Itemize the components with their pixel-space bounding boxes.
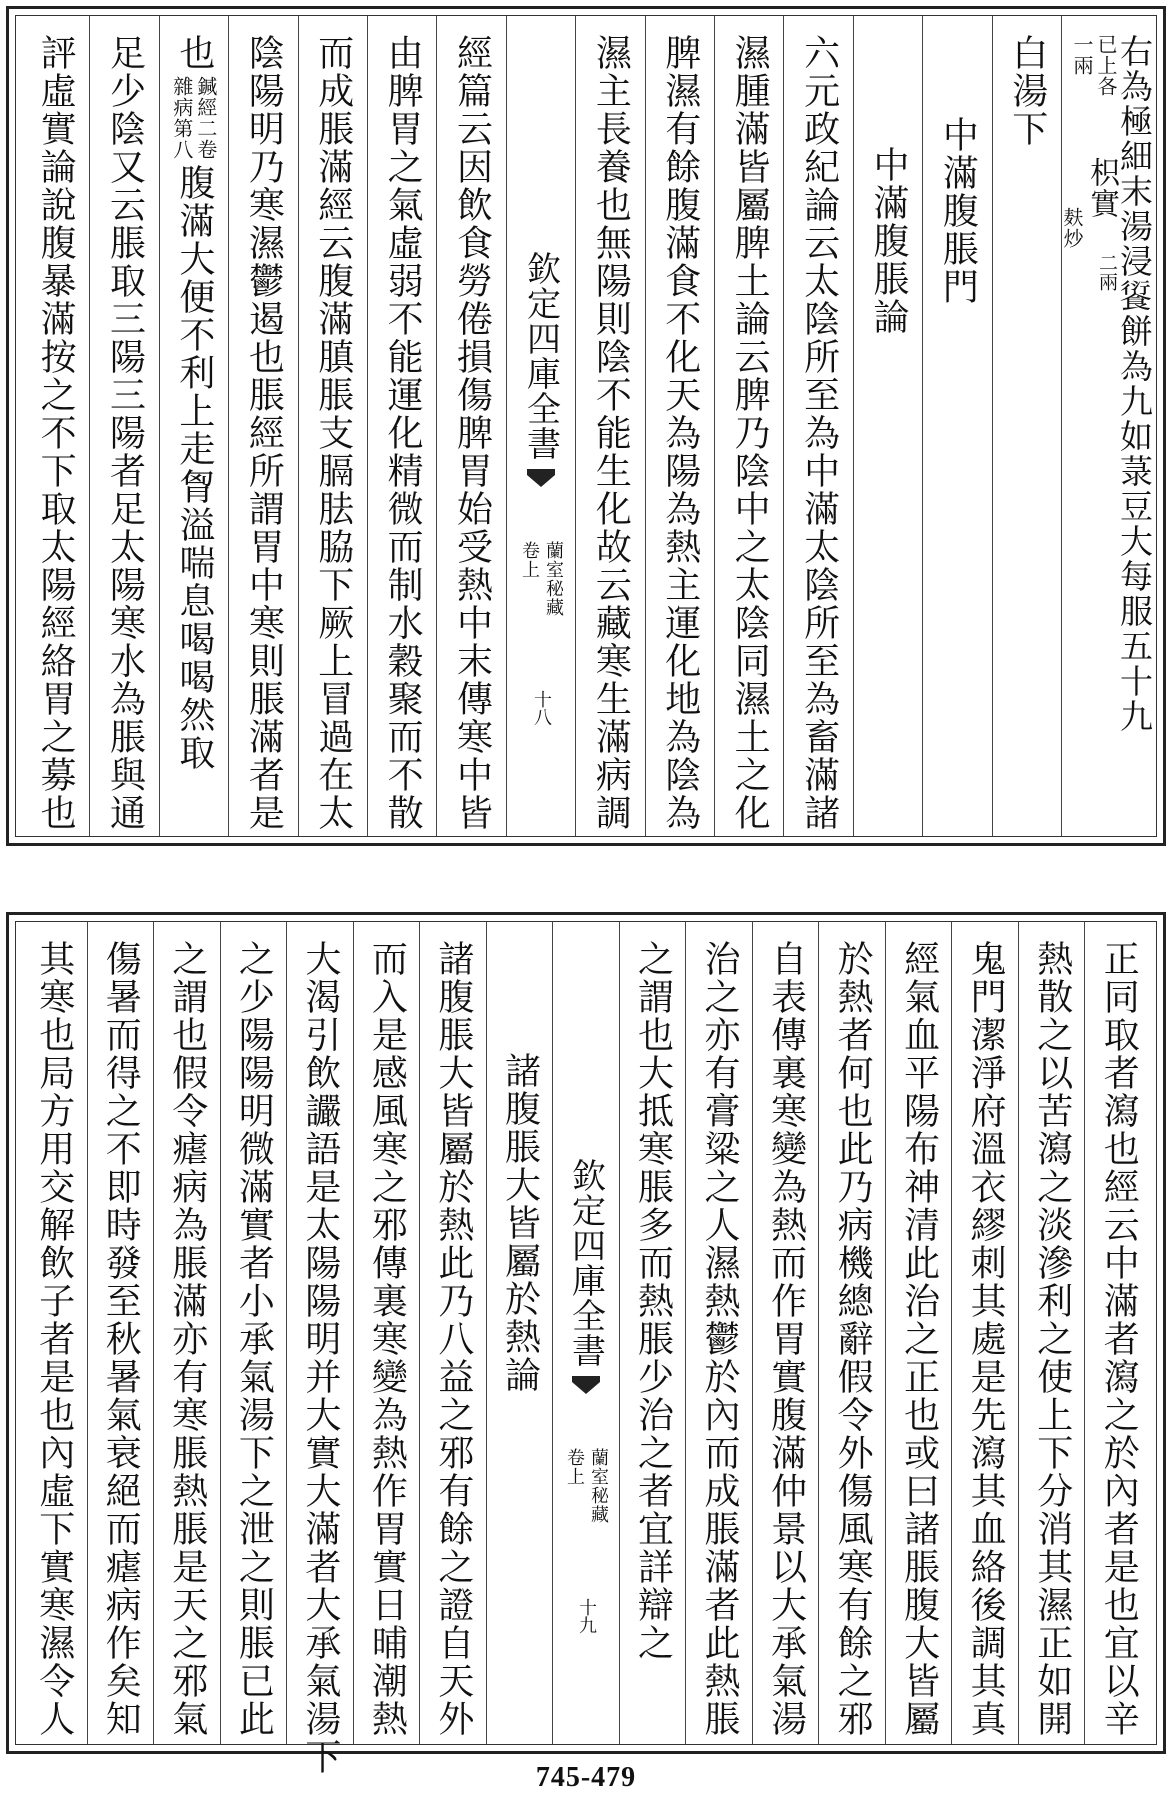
volume-label: 卷上 — [518, 541, 540, 579]
column-text: 六元政紀論云太陰所至為中滿太陰所至為畜滿諸 — [798, 34, 840, 832]
text-column — [619, 922, 686, 1744]
column-text: 熱散之以苦瀉之淡滲利之使上下分消其濕正如開 — [1031, 940, 1073, 1738]
text-column — [353, 922, 420, 1744]
column-text: 正同取者瀉也經云中滿者瀉之於內者是也宜以辛 — [1098, 940, 1140, 1738]
text-column — [752, 922, 819, 1744]
herb-name: 枳實 — [1084, 157, 1119, 219]
column-text: 於熱者何也此乃病機總辭假令外傷風寒有餘之邪 — [832, 940, 874, 1738]
column-text: 白湯下 — [1006, 34, 1048, 148]
leaf-number: 十九 — [575, 1598, 597, 1634]
column-text: 經篇云因飲食勞倦損傷脾胃始受熱中末傳寒中皆 — [451, 34, 493, 832]
volume-label: 卷上 — [563, 1448, 585, 1486]
text-column — [922, 16, 991, 836]
text-column — [575, 16, 644, 836]
dosage-notes — [1060, 16, 1119, 836]
column-text: 右為極細末湯浸𩜾餅為九如菉豆大每服五十九 — [1115, 34, 1154, 734]
text-column — [992, 16, 1061, 836]
column-text: 中滿腹脹論 — [867, 146, 909, 336]
book-subtitle: 蘭室秘藏 — [542, 541, 564, 617]
column-text: 傷暑而得之不即時發至秋暑氣衰絕而瘧病作矣知 — [100, 940, 142, 1738]
column-text: 由脾胃之氣虛弱不能運化精微而制水穀聚而不散 — [382, 34, 424, 832]
bottom-columns — [21, 922, 1151, 1776]
text-column — [286, 922, 353, 1776]
text-column — [436, 16, 505, 836]
text-column — [228, 16, 297, 836]
column-text: 之謂也大抵寒脹多而熱脹少治之者宜詳辯之 — [632, 940, 674, 1662]
text-column — [783, 16, 852, 836]
column-text: 也 — [173, 34, 215, 72]
text-column — [951, 922, 1018, 1744]
mixed-column — [169, 16, 218, 836]
text-column — [367, 16, 436, 836]
text-column — [1018, 922, 1085, 1744]
fold-center-column — [506, 16, 575, 836]
column-text: 中滿腹脹門 — [937, 116, 979, 306]
text-column — [818, 922, 885, 1744]
interlinear-note — [169, 72, 218, 160]
text-column — [220, 922, 287, 1744]
text-column — [486, 922, 553, 1744]
column-text: 濕主長養也無陽則陰不能生化故云藏寒生滿病調 — [590, 34, 632, 832]
note-text: 雜病第八 — [169, 76, 194, 160]
top-page-panel — [6, 6, 1166, 846]
text-column — [159, 16, 228, 836]
column-text: 自表傳裏寒變為熱而作胃實腹滿仲景以大承氣湯 — [765, 940, 807, 1738]
book-subtitle-group — [565, 1448, 607, 1524]
column-text: 足少陰又云脹取三陽三陽者足太陽寒水為脹與通 — [104, 34, 146, 832]
column-text: 大渴引飲讝語是太陽陽明并大實大滿者大承氣湯下 — [299, 940, 341, 1776]
column-text: 之少陽陽明微滿實者小承氣湯下之泄之則脹已此 — [233, 940, 275, 1738]
column-text: 而成脹滿經云腹滿䐜脹支膈胠脇下厥上冒過在太 — [312, 34, 354, 832]
text-column — [853, 16, 922, 836]
column-text: 諸腹脹大皆屬於熱論 — [499, 1052, 541, 1394]
text-column — [419, 922, 486, 1744]
text-column — [89, 16, 158, 836]
column-text: 經氣血平陽布神清此治之正也或曰諸脹腹大皆屬 — [898, 940, 940, 1738]
text-column — [685, 922, 752, 1744]
text-column — [714, 16, 783, 836]
page-number: 745-479 — [535, 1762, 637, 1793]
column-text: 脾濕有餘腹滿食不化天為陽為熱主運化地為陰為 — [659, 34, 701, 832]
text-column — [1060, 16, 1154, 836]
text-column — [298, 16, 367, 836]
text-column — [21, 16, 89, 836]
column-text: 陰陽明乃寒濕鬱遏也脹經所謂胃中寒則脹滿者是 — [243, 34, 285, 832]
text-column — [645, 16, 714, 836]
column-text: 濕腫滿皆屬脾土論云脾乃陰中之太陰同濕土之化 — [729, 34, 771, 832]
text-column — [153, 922, 220, 1744]
bottom-page-panel — [6, 912, 1166, 1776]
top-columns — [21, 16, 1154, 836]
prep-note: 麸炒 — [1060, 207, 1084, 249]
fish-tail-mark — [572, 1376, 600, 1408]
book-title: 欽定四庫全書 — [565, 1158, 606, 1368]
recipe-column — [1060, 16, 1154, 836]
column-text: 腹滿大便不利上走胷溢喘息喝喝然取 — [173, 164, 215, 772]
text-column — [21, 922, 87, 1744]
column-text: 評虛實論說腹暴滿按之不下取太陽經絡胃之募也 — [35, 34, 77, 832]
herb-line — [1060, 97, 1119, 249]
note-text: 鍼經二卷 — [193, 76, 218, 160]
text-column — [87, 922, 154, 1744]
column-text: 之謂也假令瘧病為脹滿亦有寒脹熱脹是天之邪氣 — [166, 940, 208, 1738]
column-text: 治之亦有膏粱之人濕熱鬱於內而成脹滿者此熱脹 — [699, 940, 741, 1738]
book-subtitle: 蘭室秘藏 — [587, 1448, 609, 1524]
column-text: 諸腹脹大皆屬於熱此乃八益之邪有餘之證自天外 — [432, 940, 474, 1738]
note-text: 已上各 — [1094, 34, 1118, 97]
column-text: 鬼門潔淨府溫衣繆刺其處是先瀉其血絡後調其真 — [965, 940, 1007, 1738]
book-title: 欽定四庫全書 — [520, 251, 561, 461]
leaf-number: 十八 — [530, 690, 552, 726]
dosage-note — [1062, 34, 1116, 97]
fold-center-column — [552, 922, 619, 1744]
amount-note: 二兩 — [1096, 253, 1118, 291]
column-text: 而入是感風寒之邪傳裏寒變為熱作胃實日晡潮熱 — [366, 940, 408, 1738]
fish-tail-mark — [527, 469, 555, 501]
book-subtitle-group — [520, 541, 562, 617]
note-text: 一兩 — [1070, 34, 1094, 76]
text-column — [885, 922, 952, 1744]
text-column — [1084, 922, 1151, 1744]
column-text: 其寒也局方用交解飲子者是也內虛下實寒濕令人 — [33, 940, 75, 1738]
